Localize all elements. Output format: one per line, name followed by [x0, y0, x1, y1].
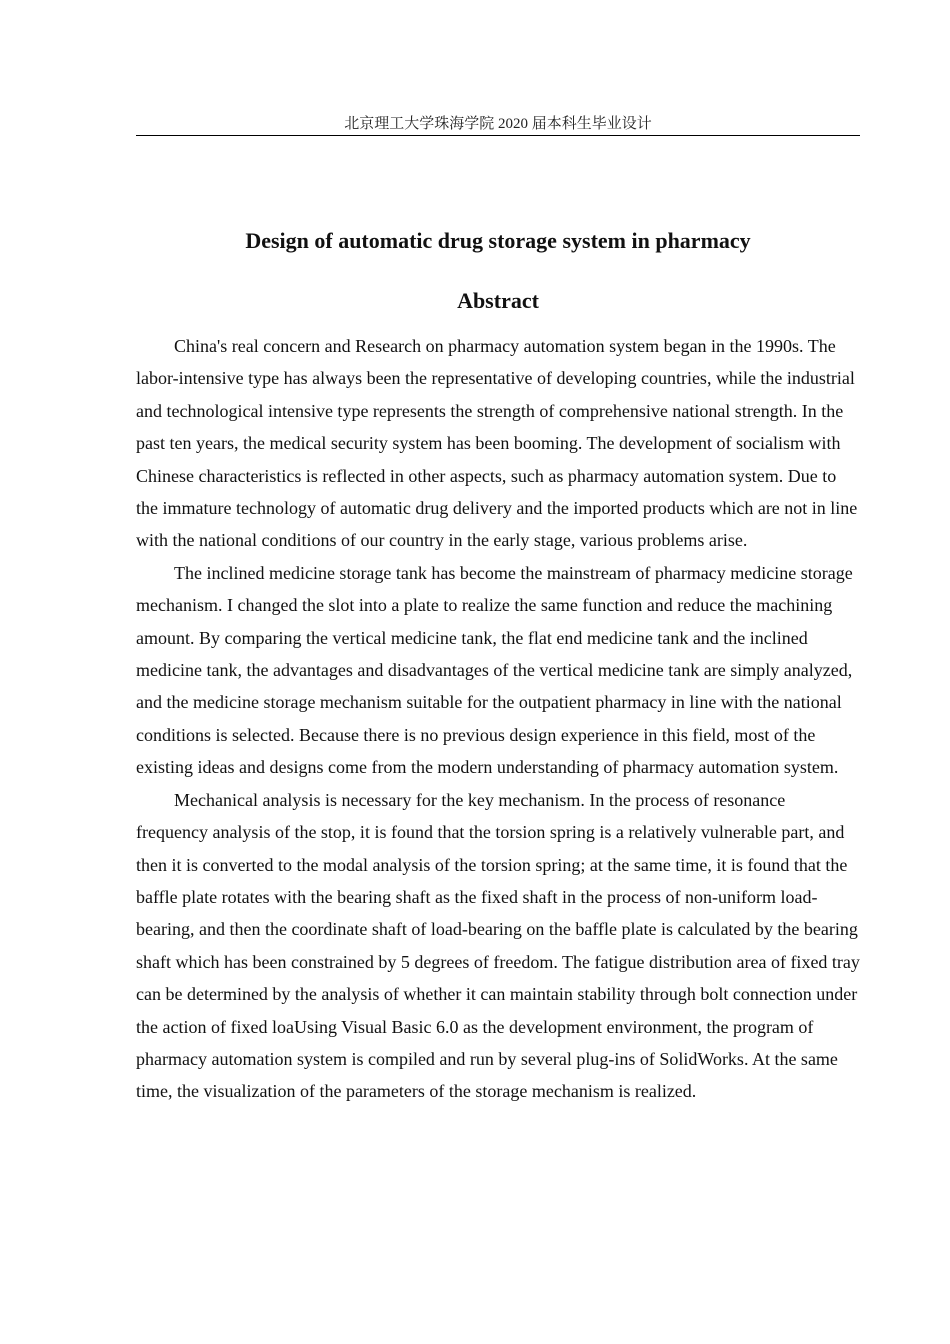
abstract-paragraph: China's real concern and Research on pharmacy automation system began in the 1990s. The labor-intensive type has always been the representative of developing countries, while the industrial and technological intensive type represents the strength of comprehensive national strength. In the past ten years, the medical security system has been booming. The development of socialism with Chinese characteristics is reflected in other aspects, such as pharmacy automation system. Due to the immature technology of automatic drug delivery and the imported products which are not in line with the national conditions of our country in the early stage, various problems arise. [136, 336, 858, 551]
abstract-paragraph: Mechanical analysis is necessary for the key mechanism. In the process of resonance frequency analysis of the stop, it is found that the torsion spring is a relatively vulnerable part, and then it is converted to the modal analysis of the torsion spring; at the same time, it is found that the baffle plate rotates with the bearing shaft as the fixed shaft in the process of non-uniform load-bearing, and then the coordinate shaft of load-bearing on the baffle plate is calculated by the bearing shaft which has been constrained by 5 degrees of freedom. The fatigue distribution area of fixed tray can be determined by the analysis of whether it can maintain stability through bolt connection under the action of fixed loaUsing Visual Basic 6.0 as the development environment, the program of pharmacy automation system is compiled and run by several plug-ins of SolidWorks. At the same time, the visualization of the parameters of the storage mechanism is realized. [136, 789, 860, 1102]
document-title: Design of automatic drug storage system in pharmacy [245, 228, 751, 253]
abstract-heading: Abstract [457, 288, 539, 313]
page-header [136, 114, 860, 136]
abstract-body [136, 330, 860, 1108]
abstract-paragraph: The inclined medicine storage tank has become the mainstream of pharmacy medicine storage mechanism. I changed the slot into a plate to realize the same function and reduce the machining amount. By comparing the vertical medicine tank, the flat end medicine tank and the inclined medicine tank, the advantages and disadvantages of the vertical medicine tank are simply analyzed, and the medicine storage mechanism suitable for the outpatient pharmacy in line with the national conditions is selected. Because there is no previous design experience in this field, most of the existing ideas and designs come from the modern understanding of pharmacy automation system. [136, 562, 853, 778]
header-text: 北京理工大学珠海学院 2020 届本科生毕业设计 [344, 116, 652, 132]
